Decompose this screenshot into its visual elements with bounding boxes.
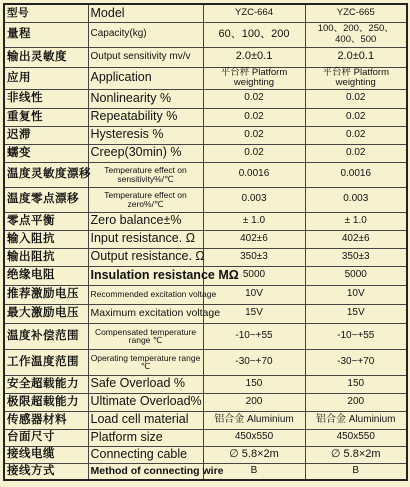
row-label-en: Hysteresis % <box>88 126 203 144</box>
row-value-a: 0.0016 <box>203 162 305 187</box>
row-value-a: -10~+55 <box>203 323 305 349</box>
row-value-a: 0.02 <box>203 126 305 144</box>
row-value-a: -30~+70 <box>203 349 305 375</box>
table-row <box>4 22 407 47</box>
table-row <box>4 266 407 285</box>
row-value-b: ∅ 5.8×2m <box>305 446 407 463</box>
row-label-cn: 安全超载能力 <box>4 375 88 393</box>
row-label-en: Output sensitivity mv/v <box>88 47 203 67</box>
table-row <box>4 108 407 126</box>
row-label-en: Operating temperature range ℃ <box>88 349 203 375</box>
table-row <box>4 89 407 108</box>
row-label-cn: 绝缘电阻 <box>4 266 88 285</box>
table-row <box>4 375 407 393</box>
row-value-a: 450x550 <box>203 429 305 446</box>
row-label-cn: 最大激励电压 <box>4 304 88 323</box>
row-value-a: 0.02 <box>203 108 305 126</box>
table-row <box>4 144 407 162</box>
row-label-cn: 推荐激励电压 <box>4 285 88 304</box>
row-value-a: 0.02 <box>203 89 305 108</box>
table-row <box>4 230 407 248</box>
row-label-cn: 非线性 <box>4 89 88 108</box>
row-value-a: 平台秤 Platform weighting <box>203 67 305 89</box>
table-row <box>4 446 407 463</box>
row-value-b: 0.02 <box>305 144 407 162</box>
row-label-cn: 输入阻抗 <box>4 230 88 248</box>
spec-sheet <box>3 3 406 483</box>
row-label-cn: 零点平衡 <box>4 212 88 230</box>
row-label-en: Temperature effect on sensitivity%/℃ <box>88 162 203 187</box>
row-label-en: Maximum excitation voltage <box>88 304 203 323</box>
table-row <box>4 47 407 67</box>
row-value-b: -30~+70 <box>305 349 407 375</box>
row-value-b: 0.003 <box>305 187 407 212</box>
row-value-b: 200 <box>305 393 407 411</box>
row-label-cn: 传感器材料 <box>4 411 88 429</box>
table-row <box>4 323 407 349</box>
row-value-a: 60、100、200 <box>203 22 305 47</box>
row-value-b: 10V <box>305 285 407 304</box>
table-row <box>4 393 407 411</box>
row-value-b: B <box>305 463 407 480</box>
row-value-b: -10~+55 <box>305 323 407 349</box>
row-label-cn: 输出灵敏度 <box>4 47 88 67</box>
row-value-a: ∅ 5.8×2m <box>203 446 305 463</box>
row-value-a: 0.003 <box>203 187 305 212</box>
row-value-b: 402±6 <box>305 230 407 248</box>
row-label-en: Repeatability % <box>88 108 203 126</box>
row-value-b: 0.0016 <box>305 162 407 187</box>
row-value-a: 150 <box>203 375 305 393</box>
row-value-a: 10V <box>203 285 305 304</box>
row-label-cn: 极限超载能力 <box>4 393 88 411</box>
row-value-a: 5000 <box>203 266 305 285</box>
row-value-b: 450x550 <box>305 429 407 446</box>
row-label-cn: 温度灵敏度漂移 <box>4 162 88 187</box>
row-value-b: 2.0±0.1 <box>305 47 407 67</box>
table-row <box>4 463 407 480</box>
row-label-en: Recommended excitation voltage <box>88 285 203 304</box>
row-value-a: 铝合金 Aluminium <box>203 411 305 429</box>
row-value-a: 402±6 <box>203 230 305 248</box>
row-value-b: ± 1.0 <box>305 212 407 230</box>
table-row <box>4 126 407 144</box>
header-label-en: Model <box>88 4 203 22</box>
row-value-a: 350±3 <box>203 248 305 266</box>
row-label-en: Platform size <box>88 429 203 446</box>
table-row <box>4 67 407 89</box>
row-label-cn: 温度零点漂移 <box>4 187 88 212</box>
row-label-en: Method of connecting wire <box>88 463 203 480</box>
table-row <box>4 248 407 266</box>
header-model-b: YZC-665 <box>305 4 407 22</box>
row-label-cn: 量程 <box>4 22 88 47</box>
row-value-b: 铝合金 Aluminium <box>305 411 407 429</box>
row-label-en: Connecting cable <box>88 446 203 463</box>
row-value-b: 0.02 <box>305 126 407 144</box>
row-value-b: 0.02 <box>305 108 407 126</box>
row-label-en: Temperature effect on zero%/℃ <box>88 187 203 212</box>
row-value-b: 5000 <box>305 266 407 285</box>
row-value-b: 0.02 <box>305 89 407 108</box>
row-value-a: 200 <box>203 393 305 411</box>
row-label-cn: 温度补偿范围 <box>4 323 88 349</box>
row-label-en: Zero balance±% <box>88 212 203 230</box>
table-row <box>4 187 407 212</box>
row-label-en: Capacity(kg) <box>88 22 203 47</box>
table-header-row <box>4 4 407 22</box>
row-value-a: ± 1.0 <box>203 212 305 230</box>
row-label-cn: 输出阻抗 <box>4 248 88 266</box>
table-row <box>4 304 407 323</box>
row-label-cn: 接线方式 <box>4 463 88 480</box>
row-value-a: 2.0±0.1 <box>203 47 305 67</box>
row-label-en: Compensated temperature range ℃ <box>88 323 203 349</box>
header-model-a: YZC-664 <box>203 4 305 22</box>
row-value-a: 15V <box>203 304 305 323</box>
row-value-a: 0.02 <box>203 144 305 162</box>
table-row <box>4 429 407 446</box>
row-label-cn: 迟滞 <box>4 126 88 144</box>
row-label-cn: 蠕变 <box>4 144 88 162</box>
row-label-en: Ultimate Overload% <box>88 393 203 411</box>
row-label-en: Safe Overload % <box>88 375 203 393</box>
table-row <box>4 349 407 375</box>
table-row <box>4 285 407 304</box>
row-value-b: 350±3 <box>305 248 407 266</box>
row-label-en: Insulation resistance MΩ <box>88 266 203 285</box>
row-value-b: 150 <box>305 375 407 393</box>
header-label-cn: 型号 <box>4 4 88 22</box>
row-label-cn: 应用 <box>4 67 88 89</box>
row-label-cn: 接线电缆 <box>4 446 88 463</box>
row-label-en: Application <box>88 67 203 89</box>
row-value-b: 100、200、250、400、500 <box>305 22 407 47</box>
row-label-en: Input resistance. Ω <box>88 230 203 248</box>
spec-table <box>3 3 408 481</box>
row-label-en: Output resistance. Ω <box>88 248 203 266</box>
table-row <box>4 411 407 429</box>
table-row <box>4 162 407 187</box>
row-label-en: Creep(30min) % <box>88 144 203 162</box>
row-label-cn: 台面尺寸 <box>4 429 88 446</box>
row-value-b: 平台秤 Platform weighting <box>305 67 407 89</box>
row-value-a: B <box>203 463 305 480</box>
row-label-en: Nonlinearity % <box>88 89 203 108</box>
row-label-cn: 工作温度范围 <box>4 349 88 375</box>
table-row <box>4 212 407 230</box>
row-value-b: 15V <box>305 304 407 323</box>
row-label-cn: 重复性 <box>4 108 88 126</box>
row-label-en: Load cell material <box>88 411 203 429</box>
